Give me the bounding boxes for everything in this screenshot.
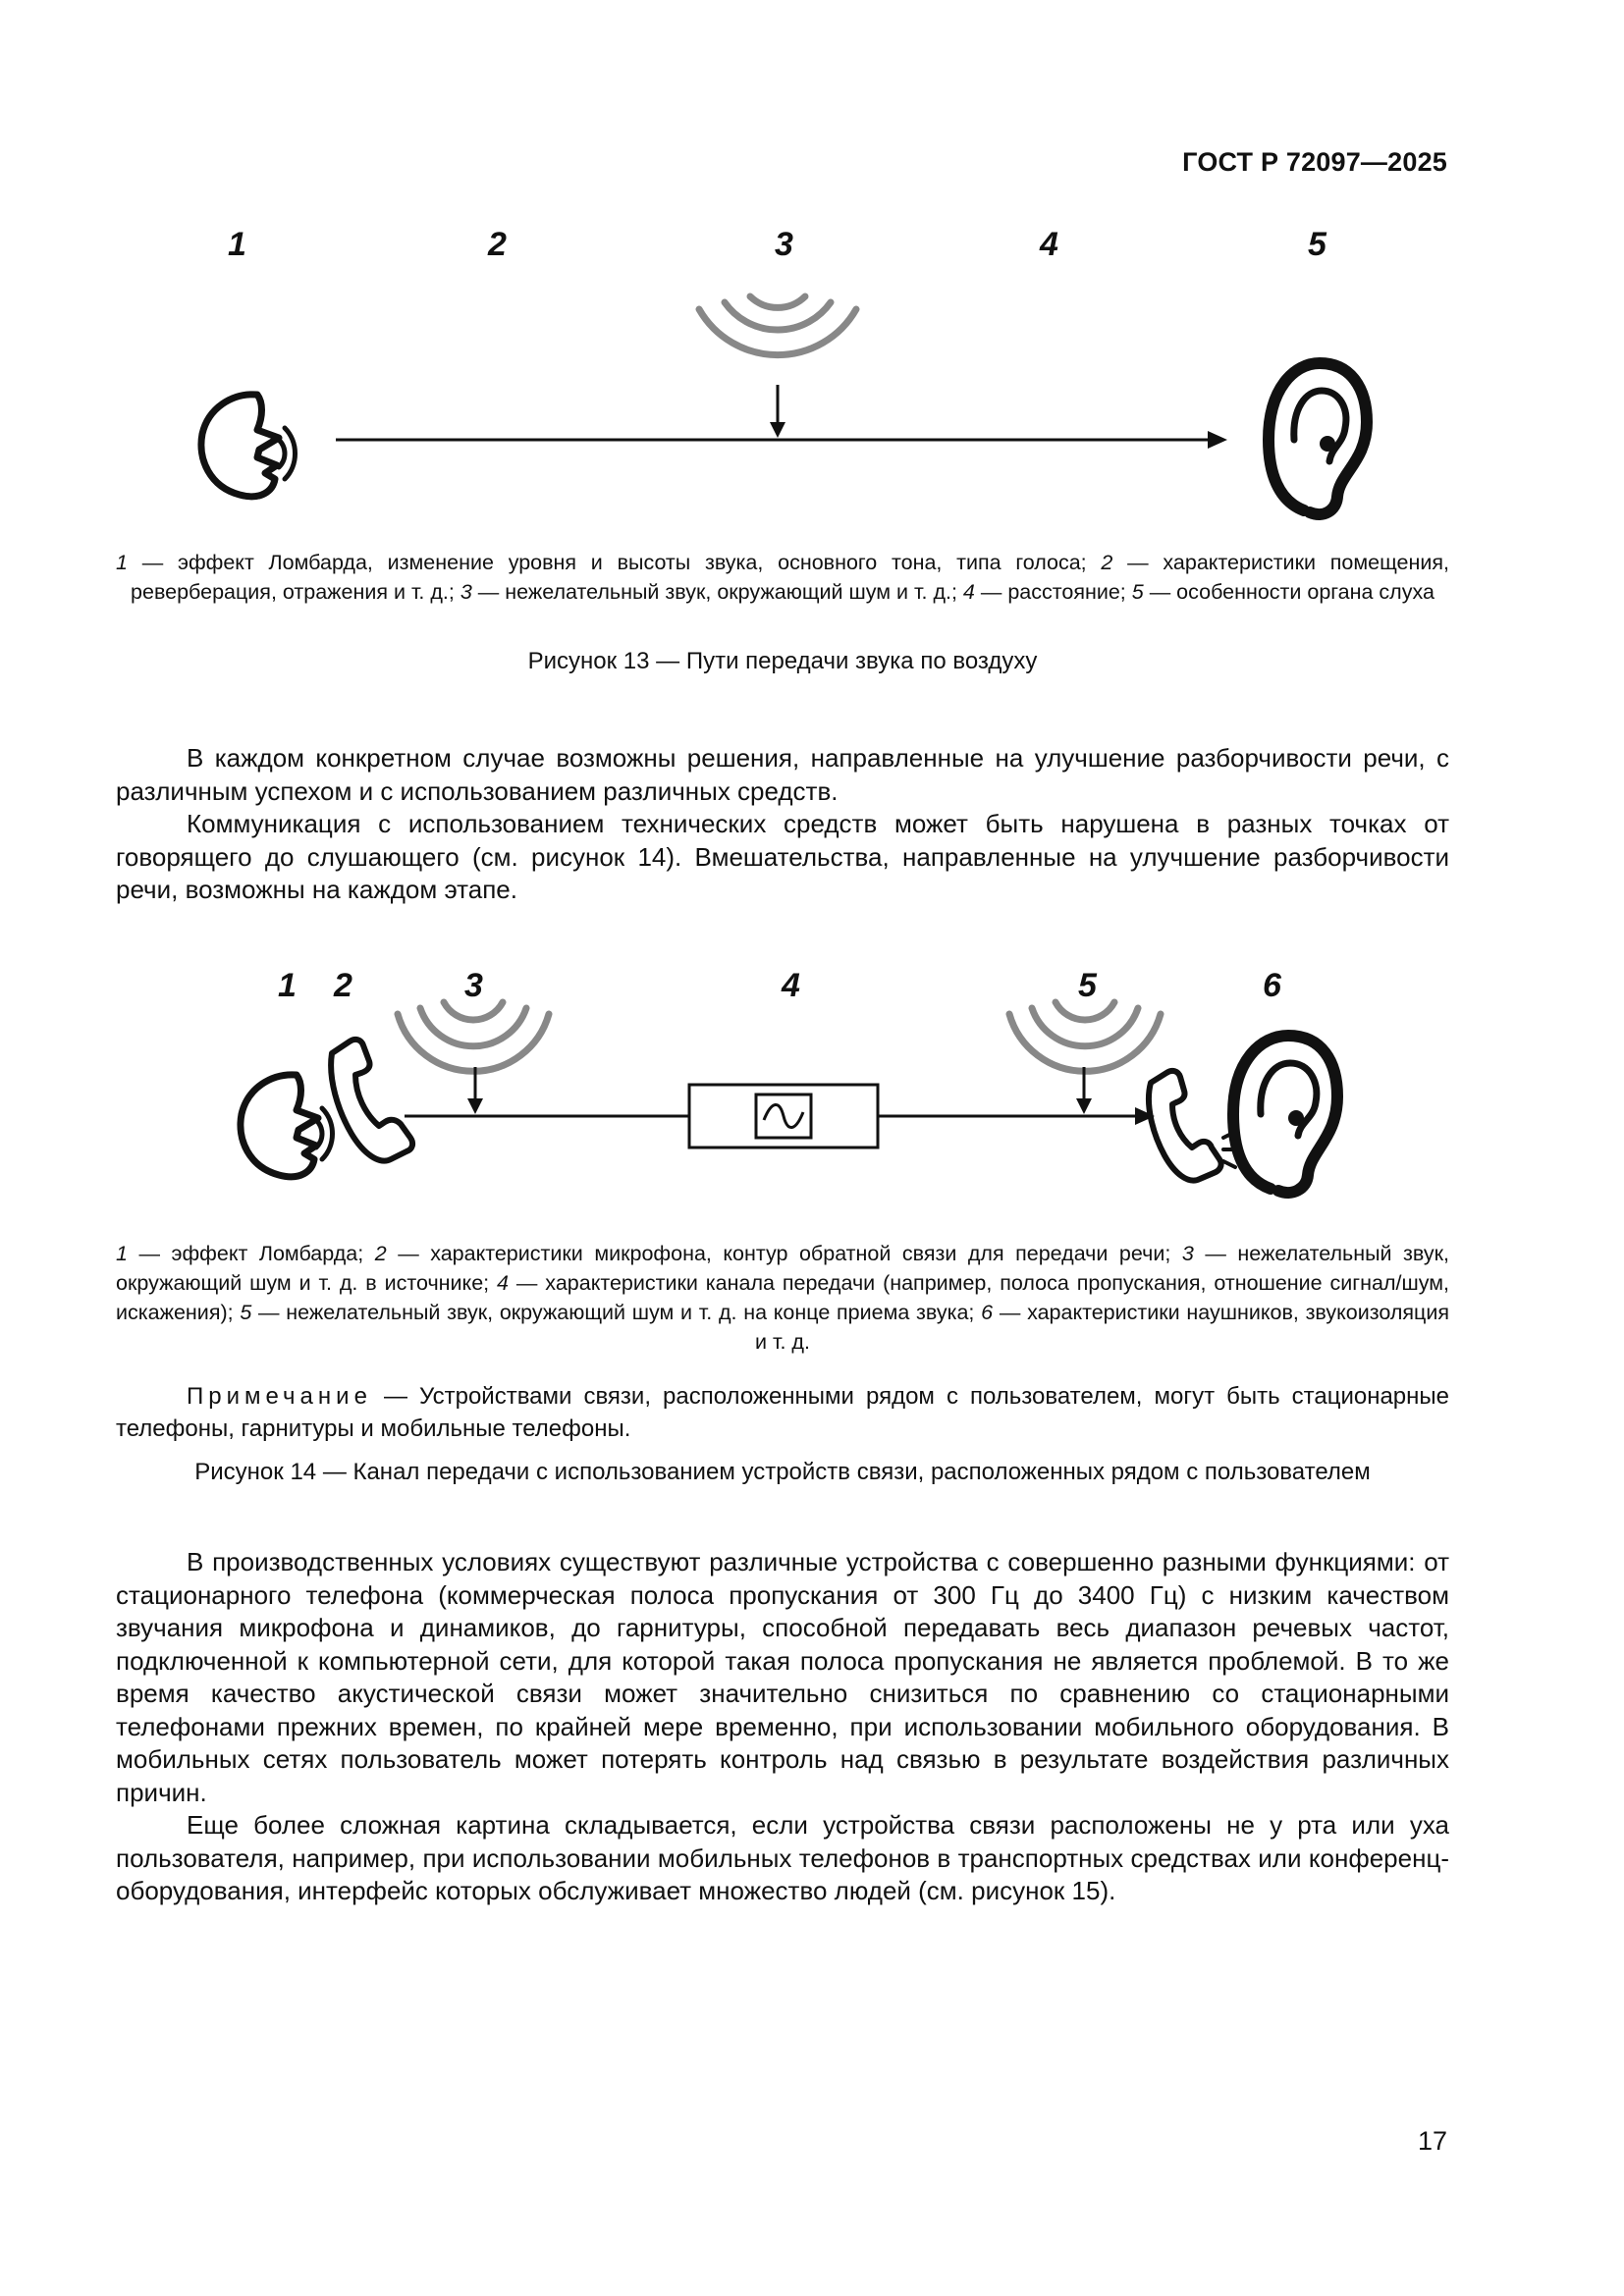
noise-waves-icon [699, 296, 856, 355]
legend-text: — характеристики микрофона, контур обратной связи для передачи речи; [386, 1242, 1182, 1265]
figure-14-note [116, 1380, 1449, 1445]
figure-13-diagram [0, 216, 1624, 530]
figure-14-label-1: 1 [278, 967, 297, 1004]
legend-number: 5 [1131, 580, 1144, 604]
paragraph: В каждом конкретном случае возможны решения, направленные на улучшение разборчивости речи, с различным успехом и с использованием различных средств. [116, 743, 1449, 806]
paragraph: Еще более сложная картина складывается, если устройства связи расположены не у рта или уха пользователя, например, при использовании мобильных телефонов в транспортных средствах или конференц-оборудования, интерфейс которых обслуживает множество людей (см. рисунок 15). [116, 1810, 1449, 1905]
figure-13-label-1: 1 [228, 226, 246, 263]
transmission-arrow-right [878, 1107, 1155, 1125]
figure-13-label-2: 2 [488, 226, 507, 263]
figure-14-label-4: 4 [782, 967, 800, 1004]
legend-number: 1 [116, 1242, 128, 1265]
transmission-arrow [336, 431, 1227, 449]
legend-text: — эффект Ломбарда; [127, 1242, 375, 1265]
legend-number: 6 [981, 1301, 994, 1324]
legend-text: — нежелательный звук, окружающий шум и т. д. в источнике; [116, 1242, 1449, 1295]
legend-text: — характеристики канала передачи (например, полоса пропускания, отношение сигнал/шум, искажения); [116, 1271, 1449, 1324]
note-label: Примечание [187, 1383, 372, 1410]
figure-13 [0, 216, 1624, 707]
body-text-1 [116, 742, 1449, 907]
figure-14-label-6: 6 [1263, 967, 1281, 1004]
ear-icon [1269, 363, 1367, 514]
figure-13-label-5: 5 [1308, 226, 1326, 263]
noise-waves-icon [1009, 1002, 1161, 1071]
legend-text: — характеристики наушников, звукоизоляция и т. д. [755, 1301, 1449, 1354]
note-text: — Устройствами связи, расположенными рядом с пользователем, могут быть стационарные телефоны, гарнитуры и мобильные телефоны. [116, 1383, 1449, 1442]
legend-number: 2 [1101, 551, 1113, 574]
body-text-2 [116, 1546, 1449, 1908]
legend-text: — нежелательный звук, окружающий шум и т. д. на конце приема звука; [251, 1301, 982, 1324]
speaking-head-icon [241, 1075, 333, 1177]
legend-text: — расстояние; [974, 580, 1132, 604]
figure-13-legend [116, 548, 1449, 607]
legend-number: 1 [116, 551, 128, 574]
figure-14-label-3: 3 [464, 967, 483, 1004]
figure-14-label-2: 2 [334, 967, 352, 1004]
telephone-receiver-icon [1149, 1071, 1237, 1181]
figure-14 [0, 957, 1624, 1212]
legend-number: 3 [1181, 1242, 1194, 1265]
figure-13-label-4: 4 [1040, 226, 1058, 263]
figure-13-label-3: 3 [775, 226, 793, 263]
legend-number: 5 [240, 1301, 252, 1324]
document-id: ГОСТ Р 72097—2025 [1182, 147, 1447, 177]
legend-number: 4 [962, 580, 975, 604]
legend-text: — характеристики помещения, реверберация, отражения и т. д.; [131, 551, 1449, 604]
figure-13-caption: Рисунок 13 — Пути передачи звука по воздуху [527, 648, 1038, 674]
legend-number: 2 [374, 1242, 387, 1265]
legend-text: — эффект Ломбарда, изменение уровня и высоты звука, основного тона, типа голоса; [127, 551, 1102, 574]
ear-icon [1233, 1036, 1337, 1193]
transmission-channel-box [689, 1085, 878, 1148]
figure-14-diagram [0, 957, 1624, 1212]
paragraph: Коммуникация с использованием технических средств может быть нарушена в разных точках от говорящего до слушающего (см. рисунок 14). Вмешательства, направленные на улучшение разборчивости речи, возможны на каждом этапе. [116, 809, 1449, 904]
speaking-head-icon [201, 395, 296, 497]
legend-text: — особенности органа слуха [1143, 580, 1435, 604]
noise-waves-icon [398, 1002, 549, 1071]
figure-14-legend [116, 1239, 1449, 1357]
legend-number: 4 [497, 1271, 509, 1295]
paragraph: В производственных условиях существуют различные устройства с совершенно разными функциями: от стационарного телефона (коммерческая полоса пропускания от 300 Гц до 3400 Гц) с низким качеством звучания микрофона и динамиков, до гарнитуры, способной передавать весь диапазон речевых частот, подключенной к компьютерной сети, для которой такая полоса пропускания не является проблемой. В то же время качество акустической связи может значительно снизиться по сравнению со стационарными телефонами прежних времен, по крайней мере временно, при использовании мобильного оборудования. В мобильных сетях пользователь может потерять контроль над связью в результате воздействия различных причин. [116, 1547, 1449, 1807]
telephone-handset-icon [331, 1040, 412, 1161]
figure-14-caption: Рисунок 14 — Канал передачи с использованием устройств связи, расположенных рядом с пользователем [194, 1459, 1371, 1485]
legend-text: — нежелательный звук, окружающий шум и т. д.; [471, 580, 963, 604]
figure-14-label-5: 5 [1078, 967, 1097, 1004]
legend-number: 3 [460, 580, 472, 604]
noise-arrow [770, 385, 785, 438]
page-number: 17 [1417, 2126, 1447, 2156]
